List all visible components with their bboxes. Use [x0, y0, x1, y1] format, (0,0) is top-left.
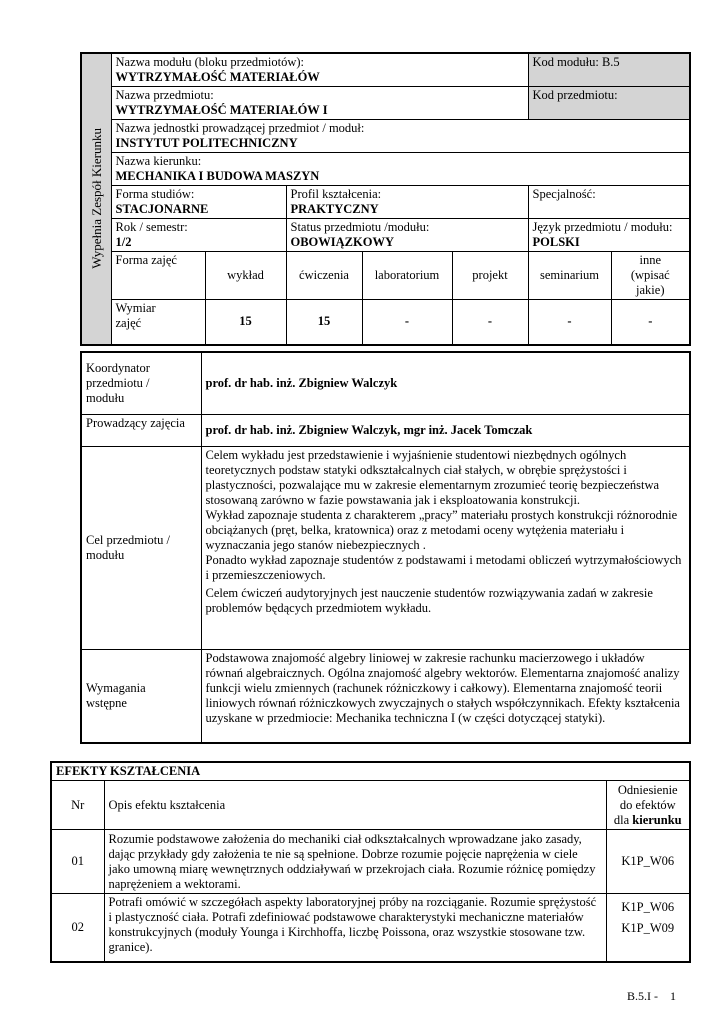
class-type-other-line1: inne: [639, 253, 662, 267]
goal-paragraph-1: Celem wykładu jest przedstawienie i wyjaśnienie studentowi niezbędnych ogólnych teoretycznych podstaw statyki odkształcalnych ciał stałych, w obrębie sprężystości i plastyczności, pozwalające mu w zakresie elementarnym zrozumieć teorię bezpieczeństwa stosowaną zarówno w fazie powstawania jak i eksploatowania konstrukcji.: [205, 447, 660, 507]
class-form-label: Forma zajęć: [111, 252, 205, 300]
language-label: Język przedmiotu / modułu:: [532, 220, 673, 234]
coordinator-label-line2: przedmiotu /: [86, 375, 150, 390]
coordinator-label: [81, 352, 201, 414]
subject-name-value: WYTRZYMAŁOŚĆ MATERIAŁÓW I: [115, 103, 328, 117]
outcomes-col-reference-line2: do efektów: [619, 797, 676, 812]
class-type-lecture: wykład: [205, 252, 286, 300]
module-name-label: Nazwa modułu (bloku przedmiotów):: [115, 55, 304, 69]
year-label: Rok / semestr:: [115, 220, 188, 234]
specialty-label: Specjalność:: [532, 187, 596, 201]
specialty-cell: [528, 186, 690, 219]
goal-paragraph-3: Ponadto wykład zapoznaje studentów z podstawami i metodami obliczeń wytrzymałościowych i przemieszczeniowych.: [205, 552, 682, 582]
outcomes-title: EFEKTY KSZTAŁCENIA: [51, 762, 690, 781]
class-type-exercises: ćwiczenia: [286, 252, 362, 300]
teachers-label: Prowadzący zajęcia: [81, 414, 201, 446]
hours-project: -: [452, 300, 528, 345]
outcomes-col-reference-line3: dla: [613, 812, 630, 827]
subject-code: Kod przedmiotu:: [528, 87, 690, 120]
unit-cell: [111, 120, 690, 153]
side-label: Wypełnia Zespół Kierunku: [88, 128, 104, 270]
goal-label-line1: Cel przedmiotu /: [86, 532, 171, 547]
outcomes-col-reference-line1: Odniesienie: [617, 782, 678, 797]
profile-value: PRAKTYCZNY: [290, 202, 379, 216]
status-value: OBOWIĄZKOWY: [290, 235, 394, 249]
teachers-value: prof. dr hab. inż. Zbigniew Walczyk, mgr inż. Jacek Tomczak: [201, 414, 690, 446]
outcomes-col-reference: [606, 781, 690, 830]
unit-value: INSTYTUT POLITECHNICZNY: [115, 136, 298, 150]
study-form-cell: [111, 186, 286, 219]
unit-label: Nazwa jednostki prowadzącej przedmiot / moduł:: [115, 121, 365, 135]
hours-lecture: 15: [205, 300, 286, 345]
outcomes-col-nr: Nr: [51, 781, 104, 830]
goal-paragraph-2: Wykład zapoznaje studenta z charakterem „pracy” materiału prostych konstrukcji różnorodnie obciążanych (pręt, belka, kratownica) oraz z metodami oceny wytężenia materiału i wyznaczania jego stanów niebezpiecznych .: [205, 507, 678, 552]
coordinator-label-line1: Koordynator: [86, 360, 150, 375]
outcome-description: Potrafi omówić w szczegółach aspekty laboratoryjnej próby na rozciąganie. Rozumie sprężystość i plastyczność ciała. Potrafi zdefiniować podstawowe charakterystyki mechaniczne materiałów konstrukcyjnych (moduły Younga i Kirchhoffa, liczbę Poissona, oraz wszystkie stosowane tzw. granice).: [104, 894, 606, 962]
outcome-reference-1: K1P_W06: [621, 854, 675, 868]
class-type-laboratory: laboratorium: [362, 252, 452, 300]
learning-outcomes-table: [50, 761, 691, 963]
module-name-cell: [111, 53, 528, 87]
language-value: POLSKI: [532, 235, 580, 249]
class-type-seminar: seminarium: [528, 252, 611, 300]
outcome-description: Rozumie podstawowe założenia do mechaniki ciał odkształcalnych wprowadzane jako zasady, dając przykłady gdy założenia te nie są spełnione. Dobrze rozumie pojęcie naprężenia w ciele jako umowną miarę wewnętrznych oddziaływań w przekrojach ciała. Rozumie różnicę pomiędzy naprężeniem a wektorami.: [104, 830, 606, 894]
module-name-value: WYTRZYMAŁOŚĆ MATERIAŁÓW: [115, 70, 320, 84]
outcome-row: [51, 894, 690, 962]
requirements-label-line2: wstępne: [86, 695, 127, 710]
class-type-other-line2: (wpisać: [630, 268, 670, 282]
requirements-label: [81, 649, 201, 743]
direction-label: Nazwa kierunku:: [115, 154, 202, 168]
module-info-table: [80, 52, 691, 346]
outcome-nr: 02: [51, 894, 104, 962]
outcomes-col-description: Opis efektu kształcenia: [104, 781, 606, 830]
outcomes-col-reference-bold: kierunku: [632, 812, 682, 827]
goal-label: [81, 446, 201, 649]
outcome-reference-2: K1P_W09: [621, 921, 675, 935]
outcome-reference: [606, 830, 690, 894]
direction-value: MECHANIKA I BUDOWA MASZYN: [115, 169, 320, 183]
requirements-label-line1: Wymagania: [86, 680, 146, 695]
language-cell: [528, 219, 690, 252]
goal-label-line2: modułu: [86, 547, 125, 562]
requirements-text: Podstawowa znajomość algebry liniowej w zakresie rachunku macierzowego i układów równań algebraicznych. Ogólna znajomość algebry wektorów. Elementarna znajomość analizy funkcji wielu zmiennych (rachunek różniczkowy i całkowy). Elementarna znajomość teorii liniowych równań różniczkowych zwyczajnych o stałych współczynnikach. Efekty kształcenia uzyskane w przedmiocie: Mechanika techniczna I (w części dotyczącej statyki).: [201, 649, 690, 743]
subject-name-cell: [111, 87, 528, 120]
subject-name-label: Nazwa przedmiotu:: [115, 88, 214, 102]
year-cell: [111, 219, 286, 252]
status-cell: [286, 219, 528, 252]
class-type-other-line3: jakie): [636, 283, 665, 297]
study-form-label: Forma studiów:: [115, 187, 195, 201]
status-label: Status przedmiotu /modułu:: [290, 220, 430, 234]
year-value: 1/2: [115, 235, 132, 249]
class-type-other: [611, 252, 690, 300]
class-hours-label-line2: zajęć: [115, 316, 142, 330]
outcome-reference-1: K1P_W06: [621, 900, 675, 914]
hours-seminar: -: [528, 300, 611, 345]
hours-other: -: [611, 300, 690, 345]
goal-text: [201, 446, 690, 649]
hours-laboratory: -: [362, 300, 452, 345]
coordinator-label-line3: modułu: [86, 390, 125, 405]
profile-cell: [286, 186, 528, 219]
outcome-reference: [606, 894, 690, 962]
page-footer: B.5.I - 1: [627, 989, 676, 1003]
module-code: Kod modułu: B.5: [528, 53, 690, 87]
direction-cell: [111, 153, 690, 186]
goal-paragraph-4: Celem ćwiczeń audytoryjnych jest nauczenie studentów rozwiązywania zadań w zakresie problemów będących przedmiotem wykładu.: [205, 585, 653, 615]
coordinator-value: prof. dr hab. inż. Zbigniew Walczyk: [201, 352, 690, 414]
class-type-project: projekt: [452, 252, 528, 300]
class-hours-label-line1: Wymiar: [115, 301, 156, 315]
outcome-row: [51, 830, 690, 894]
class-hours-label: [111, 300, 205, 345]
side-label-cell: [81, 53, 111, 345]
outcome-nr: 01: [51, 830, 104, 894]
study-form-value: STACJONARNE: [115, 202, 209, 216]
profile-label: Profil kształcenia:: [290, 187, 382, 201]
subject-description-table: [80, 351, 691, 744]
hours-exercises: 15: [286, 300, 362, 345]
